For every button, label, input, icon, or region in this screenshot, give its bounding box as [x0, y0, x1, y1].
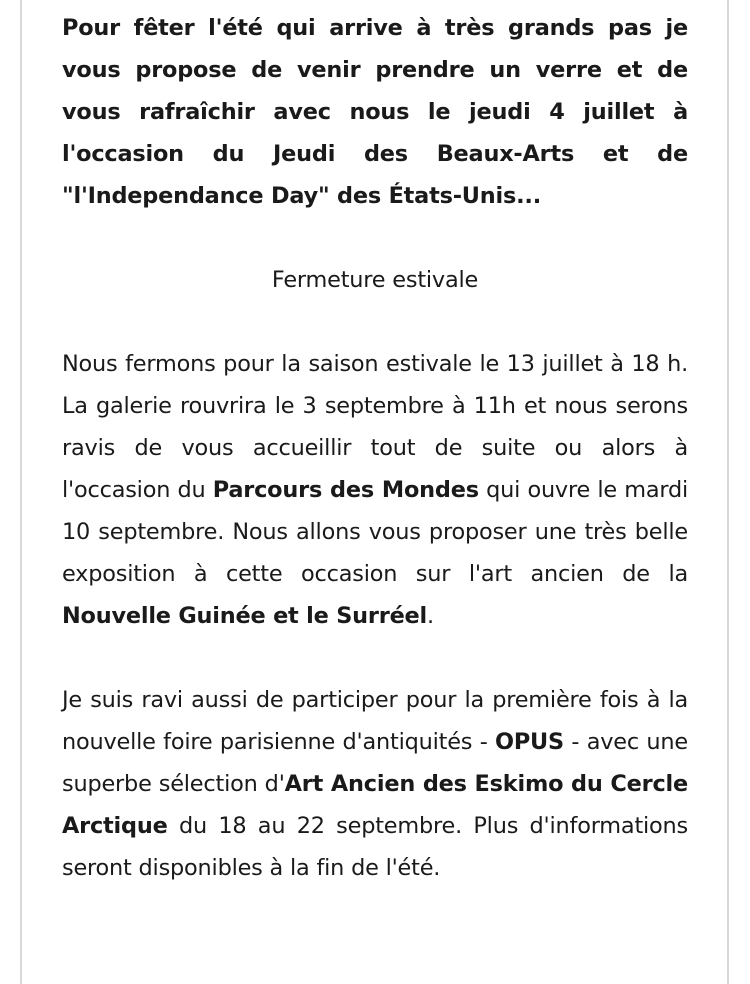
closing-text-1: Nous fermons pour la saison estivale le 13 juillet à 18 h. La galerie rouvrira le 3 septembre à 11h et nous serons ravis de vous accueillir tout de suite ou alors à l'occasion du — [62, 351, 688, 503]
right-border — [727, 0, 729, 984]
section-heading: Fermeture estivale — [271, 267, 479, 293]
intro-paragraph — [62, 7, 688, 217]
art-ancien-eskimo: Art Ancien des Eskimo du Cercle Arctique — [62, 771, 688, 839]
opus-text-2: - avec une superbe sélection d' — [62, 729, 688, 797]
closing-paragraph — [62, 343, 688, 637]
closing-text-3: . — [427, 603, 434, 629]
article-body — [62, 7, 688, 931]
opus-text-3: du 18 au 22 septembre. Plus d'informations seront disponibles à la fin de l'été. — [62, 813, 688, 881]
closing-text-2: qui ouvre le mardi 10 septembre. Nous allons vous proposer une très belle exposition à cette occasion sur l'art ancien de la — [62, 477, 688, 587]
opus-text-1: Je suis ravi aussi de participer pour la première fois à la nouvelle foire parisienne d'antiquités - — [62, 687, 688, 755]
parcours-des-mondes: Parcours des Mondes — [212, 477, 479, 503]
left-border — [20, 0, 22, 984]
opus-paragraph — [62, 679, 688, 889]
intro-text: Pour fêter l'été qui arrive à très grands pas je vous propose de venir prendre un verre et de vous rafraîchir avec nous le jeudi 4 juillet à l'occasion du Jeudi des Beaux-Arts et de "l'Independance Day" des États-Unis... — [62, 15, 688, 209]
opus-name: OPUS — [495, 729, 564, 755]
nouvelle-guinee-surreel: Nouvelle Guinée et le Surréel — [62, 603, 428, 629]
